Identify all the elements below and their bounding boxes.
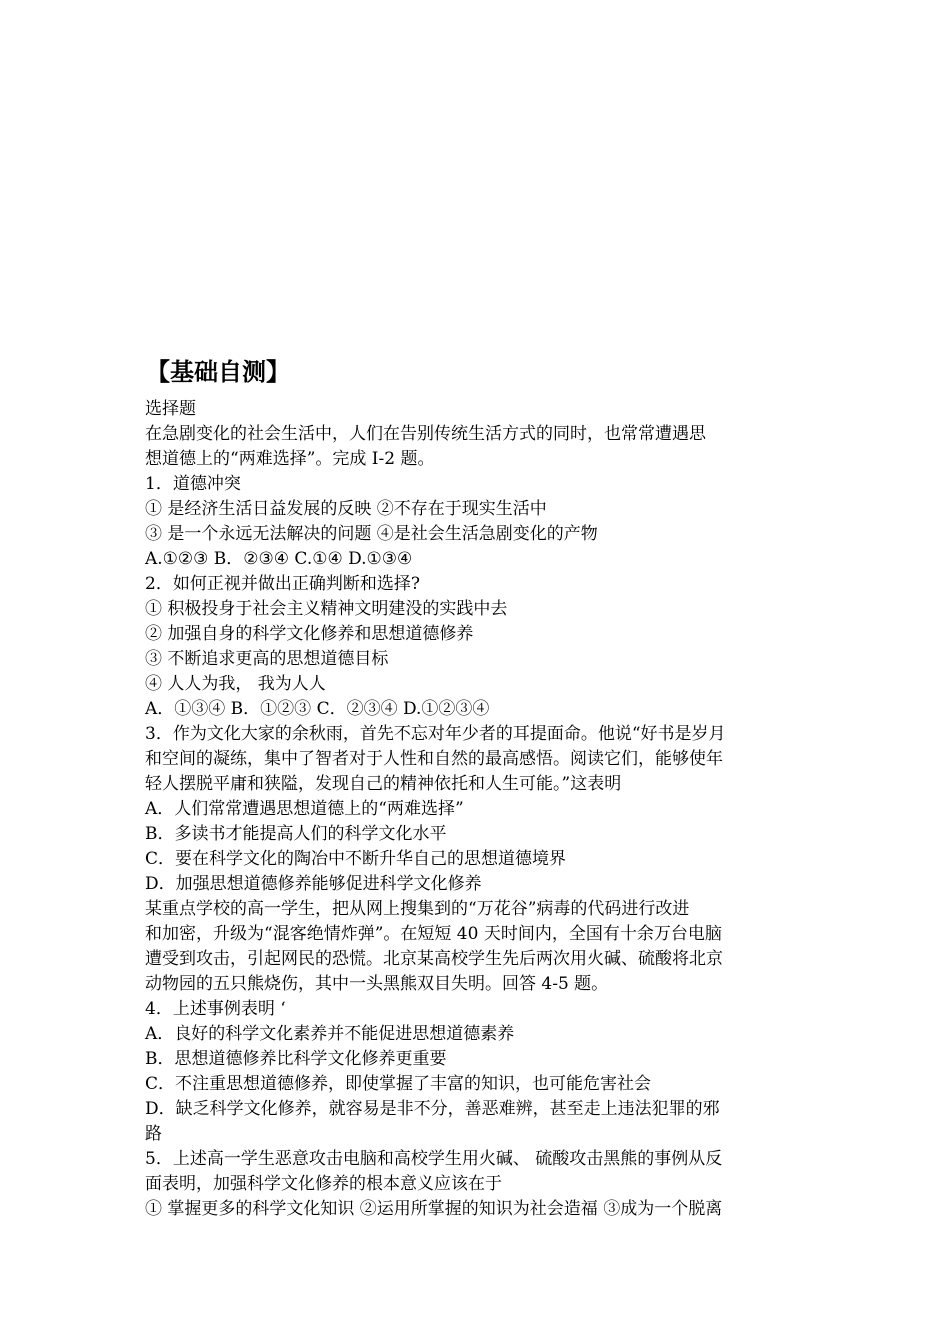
text-line: ① 是经济生活日益发展的反映 ②不存在于现实生活中	[145, 499, 547, 519]
text-line: B．多读书才能提高人们的科学文化水平	[145, 824, 447, 844]
text-line: 某重点学校的高一学生，把从网上搜集到的“万花谷”病毒的代码进行改进	[145, 899, 690, 919]
text-line: ③ 不断追求更高的思想道德目标	[145, 649, 389, 669]
text-line: ④ 人人为我， 我为人人	[145, 674, 326, 694]
text-line: A．良好的科学文化素养并不能促进思想道德素养	[145, 1024, 515, 1044]
text-line: 在急剧变化的社会生活中，人们在告别传统生活方式的同时，也常常遭遇思	[145, 424, 706, 444]
text-line: A.①②③ B．②③④ C.①④ D.①③④	[145, 549, 413, 569]
text-line: 1．道德冲突	[145, 474, 241, 494]
text-line: 5．上述高一学生恶意攻击电脑和高校学生用火碱、 硫酸攻击黑熊的事例从反	[145, 1149, 723, 1169]
text-line: 遭受到攻击，引起网民的恐慌。北京某高校学生先后两次用火碱、硫酸将北京	[145, 949, 723, 969]
text-line: 想道德上的“两难选择”。完成 I-2 题。	[145, 449, 435, 469]
text-line: 4．上述事例表明 ‘	[145, 999, 286, 1019]
text-line: 和空间的凝练，集中了智者对于人性和自然的最高感悟。阅读它们，能够使年	[145, 749, 723, 769]
text-line: C．不注重思想道德修养，即使掌握了丰富的知识，也可能危害社会	[145, 1074, 652, 1094]
text-line: D．缺乏科学文化修养，就容易是非不分，善恶难辨，甚至走上违法犯罪的邪	[145, 1099, 720, 1119]
text-line: ② 加强自身的科学文化修养和思想道德修养	[145, 624, 474, 644]
text-line: D．加强思想道德修养能够促进科学文化修养	[145, 874, 482, 894]
text-line: ③ 是一个永远无法解决的问题 ④是社会生活急剧变化的产物	[145, 524, 598, 544]
text-line: A．①③④ B．①②③ C．②③④ D.①②③④	[145, 699, 490, 719]
question-text	[145, 397, 810, 1222]
text-line: 轻人摆脱平庸和狭隘，发现自己的精神依托和人生可能。”这表明	[145, 774, 622, 794]
text-line: 面表明，加强科学文化修养的根本意义应该在于	[145, 1174, 502, 1194]
section-title: 【基础自测】	[146, 358, 290, 386]
text-line: A．人们常常遭遇思想道德上的“两难选择”	[145, 799, 464, 819]
text-line: C．要在科学文化的陶冶中不断升华自己的思想道德境界	[145, 849, 567, 869]
text-line: 和加密，升级为“混客绝情炸弹”。在短短 40 天时间内，全国有十余万台电脑	[145, 924, 722, 944]
text-line: 动物园的五只熊烧伤，其中一头黑熊双目失明。回答 4-5 题。	[145, 974, 609, 994]
text-line: B．思想道德修养比科学文化修养更重要	[145, 1049, 447, 1069]
text-line: ① 积极投身于社会主义精神文明建没的实践中去	[145, 599, 508, 619]
text-line: ① 掌握更多的科学文化知识 ②运用所掌握的知识为社会造福 ③成为一个脱离	[145, 1199, 723, 1219]
text-line: 选择题	[145, 399, 196, 419]
text-line: 2．如何正视并做出正确判断和选择?	[145, 574, 420, 594]
text-line: 路	[145, 1124, 162, 1144]
text-line: 3．作为文化大家的余秋雨，首先不忘对年少者的耳提面命。他说“好书是岁月	[145, 724, 726, 744]
